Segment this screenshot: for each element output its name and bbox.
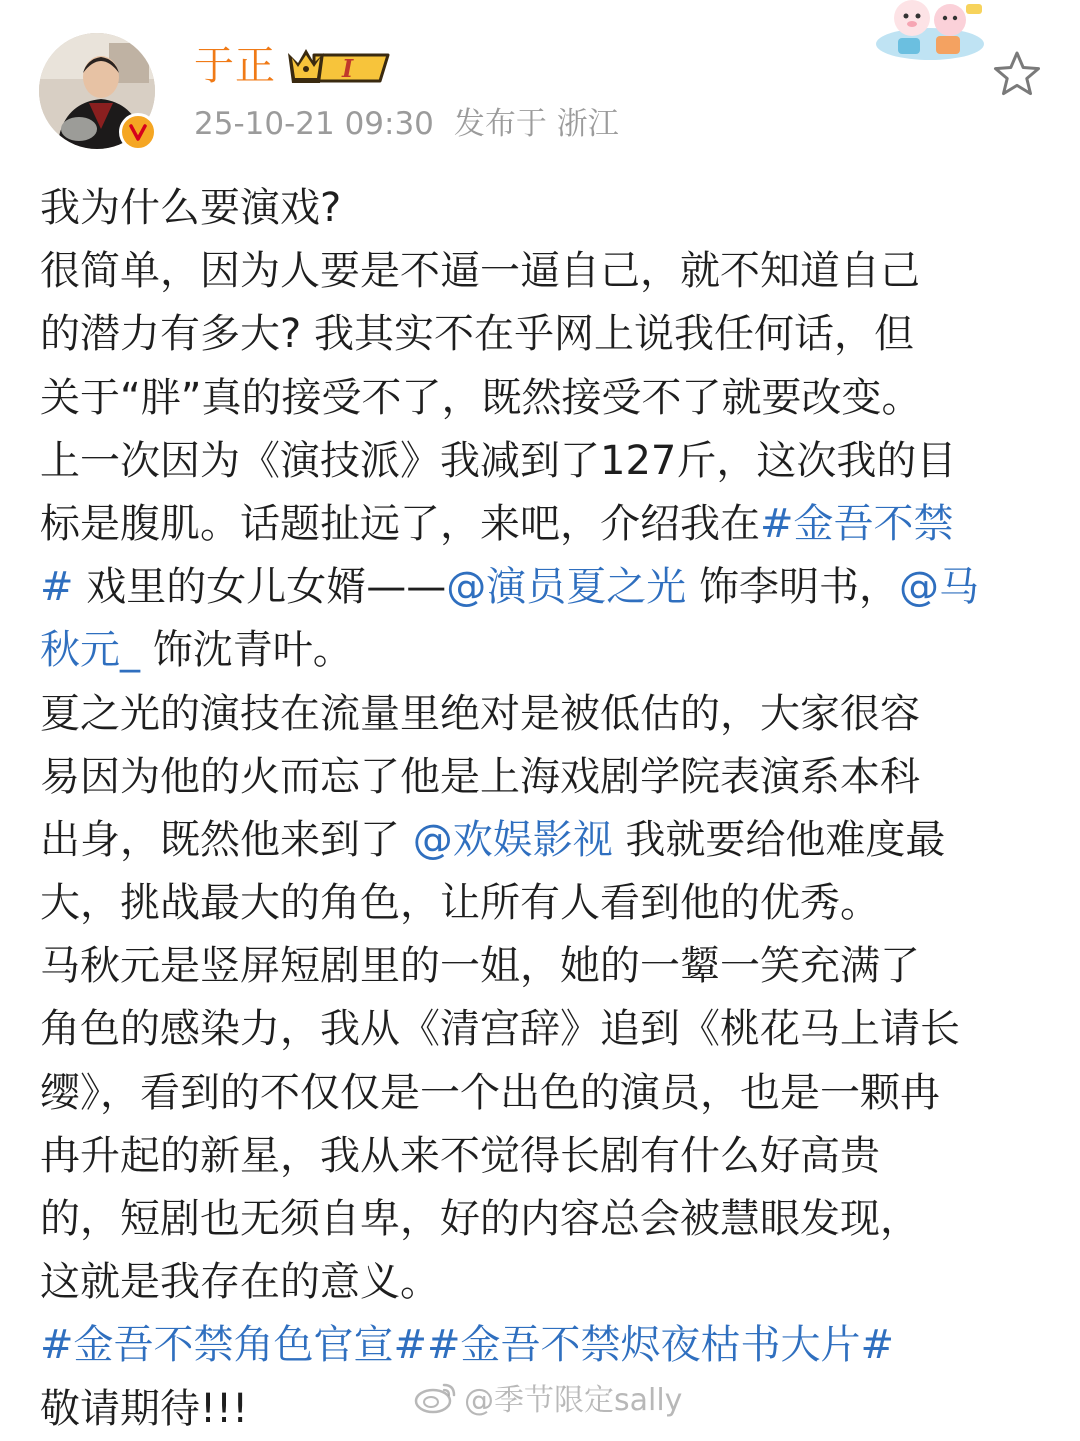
- post-line: [40, 1125, 1050, 1188]
- post-text: 戏里的女儿女婿——: [73, 564, 447, 611]
- post-text: 我就要给他难度最: [612, 816, 946, 863]
- post-line: [40, 303, 1050, 366]
- post-text: 马秋元是竖屏短剧里的一姐，她的一颦一笑充满了: [40, 943, 920, 990]
- post-text: 我为什么要演戏?: [40, 185, 342, 231]
- post-line: [40, 493, 1050, 556]
- post-text: 大，挑战最大的角色，让所有人看到他的优秀。: [40, 880, 880, 927]
- post-line: [40, 1314, 1050, 1377]
- post-line: [40, 935, 1050, 998]
- post-header: [0, 0, 1080, 170]
- post-line: [40, 240, 1050, 303]
- username[interactable]: 于正: [194, 43, 276, 89]
- crown-level-icon[interactable]: [284, 43, 392, 89]
- post-text: 出身，既然他来到了: [40, 816, 413, 863]
- mention-link[interactable]: @演员夏之光: [446, 564, 687, 611]
- hashtag-link[interactable]: #: [40, 564, 74, 611]
- post-text: 夏之光的演技在流量里绝对是被低估的，大家很容: [40, 690, 920, 737]
- post-text: 敬请期待!!!: [40, 1385, 249, 1432]
- weibo-logo-icon: [414, 1379, 458, 1415]
- post-timestamp: 25-10-21 09:30: [194, 106, 434, 142]
- post-location: 发布于 浙江: [453, 106, 619, 142]
- post-text: 易因为他的火而忘了他是上海戏剧学院表演系本科: [40, 753, 920, 800]
- post-line: [40, 367, 1050, 430]
- post-line: [40, 683, 1050, 746]
- post-line: [40, 556, 1050, 619]
- level-number: I: [342, 54, 354, 83]
- cartoon-sticker-icon: [874, 0, 986, 60]
- mention-link[interactable]: @欢娱影视: [412, 816, 613, 863]
- mention-link[interactable]: @马: [898, 564, 979, 611]
- post-line: [40, 809, 1050, 872]
- post-line: [40, 1062, 1050, 1125]
- post-line: [40, 998, 1050, 1061]
- post-line: [40, 177, 1050, 240]
- post-text: 的潜力有多大? 我其实不在乎网上说我任何话，但: [40, 311, 914, 358]
- post-text: 标是腹肌。话题扯远了，来吧，介绍我在: [40, 500, 760, 547]
- hashtag-link[interactable]: #金吾不禁: [760, 500, 954, 547]
- post-text: 饰李明书，: [686, 564, 899, 611]
- post-text: 关于“胖”真的接受不了，既然接受不了就要改变。: [40, 374, 922, 421]
- watermark: [414, 1372, 682, 1422]
- post-line: [40, 1251, 1050, 1314]
- post-line: [40, 430, 1050, 493]
- post-line: [40, 1188, 1050, 1251]
- post-line: [40, 619, 1050, 682]
- post-line: [40, 746, 1050, 809]
- post-text: 角色的感染力，我从《清宫辞》追到《桃花马上请长: [40, 1006, 960, 1053]
- verified-v-icon: [119, 113, 157, 151]
- post-content: [40, 177, 1050, 1441]
- post-text: 缨》，看到的不仅仅是一个出色的演员，也是一颗冉: [40, 1069, 940, 1116]
- hashtag-link[interactable]: 秋元_: [40, 627, 140, 674]
- post-text: 的，短剧也无须自卑，好的内容总会被慧眼发现，: [40, 1196, 920, 1242]
- post-line: [40, 872, 1050, 935]
- post-text: 饰沈青叶。: [140, 627, 353, 674]
- watermark-text: @季节限定sally: [464, 1383, 683, 1418]
- post-text: 上一次因为《演技派》我减到了127斤，这次我的目: [40, 437, 957, 484]
- post-text: 冉升起的新星，我从来不觉得长剧有什么好高贵: [40, 1132, 880, 1179]
- post-text: 这就是我存在的意义。: [40, 1259, 440, 1306]
- hashtag-link[interactable]: #金吾不禁烬夜枯书大片#: [427, 1322, 895, 1369]
- post-meta: [194, 103, 619, 145]
- post-text: 很简单，因为人要是不逼一逼自己，就不知道自己: [40, 248, 920, 295]
- star-outline-icon[interactable]: [992, 50, 1042, 98]
- hashtag-link[interactable]: #金吾不禁角色官宣#: [40, 1322, 428, 1369]
